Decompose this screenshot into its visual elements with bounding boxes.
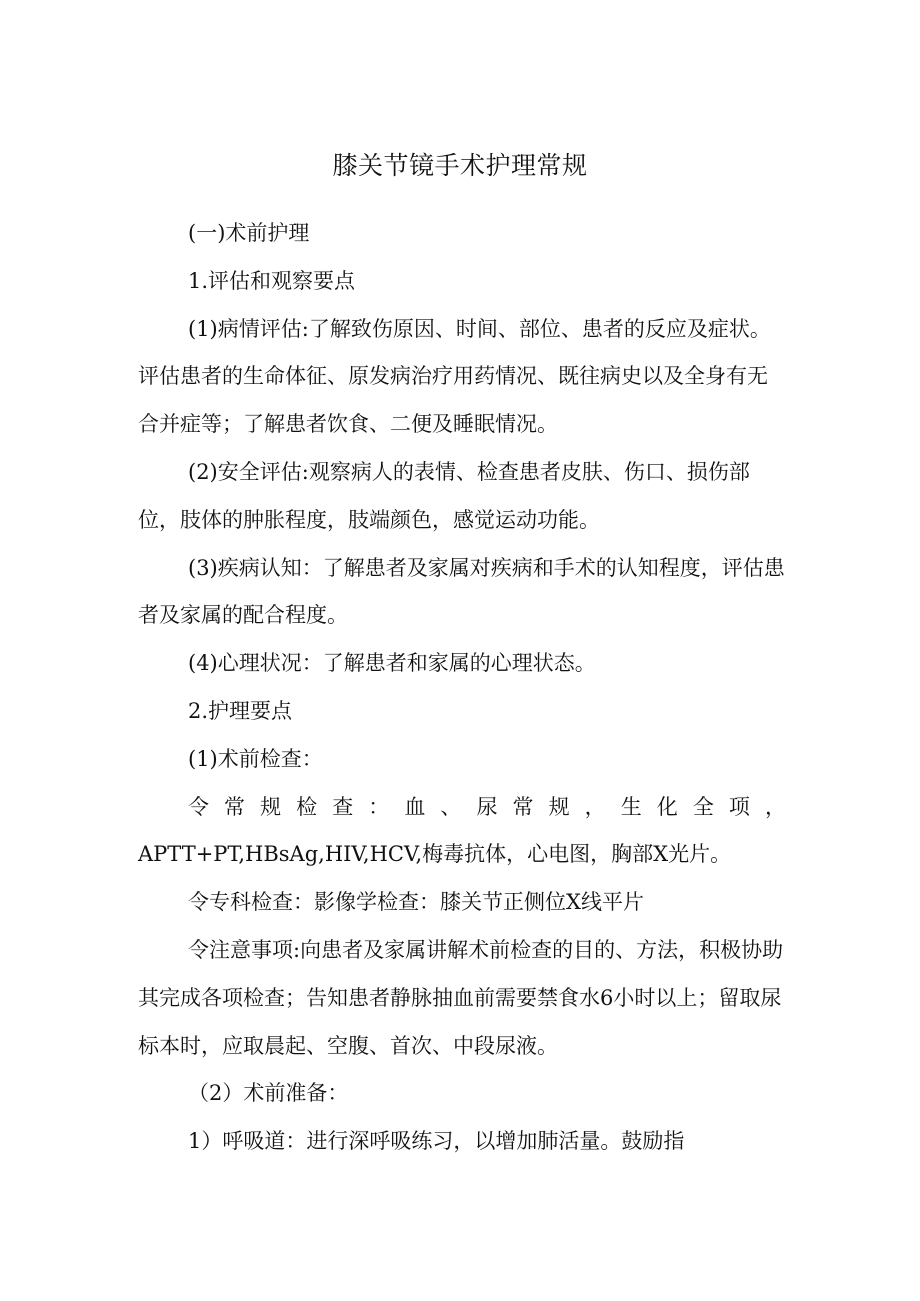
document-body [138, 210, 786, 1166]
paragraph-preop-prep-heading: （2）术前准备： [188, 1081, 349, 1106]
document-title: 膝关节镜手术护理常规 [332, 151, 588, 180]
subsection-heading-nursing-points: 2.护理要点 [188, 698, 293, 723]
paragraph-psychological-status: (4)心理状况：了解患者和家属的心理状态。 [188, 651, 596, 676]
paragraph-routine-exam: 令常规检查：血、尿常规，生化全项， [188, 794, 786, 819]
paragraph-routine-exam-continued: APTT+PT,HBsAg,HIV,HCV,梅毒抗体，心电图，胸部X光片。 [138, 842, 732, 867]
section-heading-preop: (一)术前护理 [188, 221, 310, 245]
paragraph-respiratory-prep: 1）呼吸道：进行深呼吸练习，以增加肺活量。鼓励指 [188, 1129, 685, 1154]
paragraph-condition-assessment: (1)病情评估:了解致伤原因、时间、部位、患者的反应及症状。评估患者的生命体征、原发病治疗用药情况、既往病史以及全身有无合并症等；了解患者饮食、二便及睡眠情况。 [138, 316, 771, 437]
paragraph-disease-cognition: (3)疾病认知：了解患者及家属对疾病和手术的认知程度，评估患者及家属的配合程度。 [138, 555, 785, 628]
subsection-heading-assessment: 1.评估和观察要点 [188, 268, 356, 293]
paragraph-specialist-exam: 令专科检查：影像学检查：膝关节正侧位X线平片 [188, 890, 644, 915]
paragraph-precautions: 令注意事项:向患者及家属讲解术前检查的目的、方法，积极协助其完成各项检查；告知患者静脉抽血前需要禁食水6小时以上；留取尿标本时，应取晨起、空腹、首次、中段尿液。 [138, 937, 784, 1058]
paragraph-safety-assessment: (2)安全评估:观察病人的表情、检查患者皮肤、伤口、损伤部位，肢体的肿胀程度，肢端颜色，感觉运动功能。 [138, 459, 750, 532]
paragraph-preop-exam-heading: (1)术前检查： [188, 746, 323, 771]
